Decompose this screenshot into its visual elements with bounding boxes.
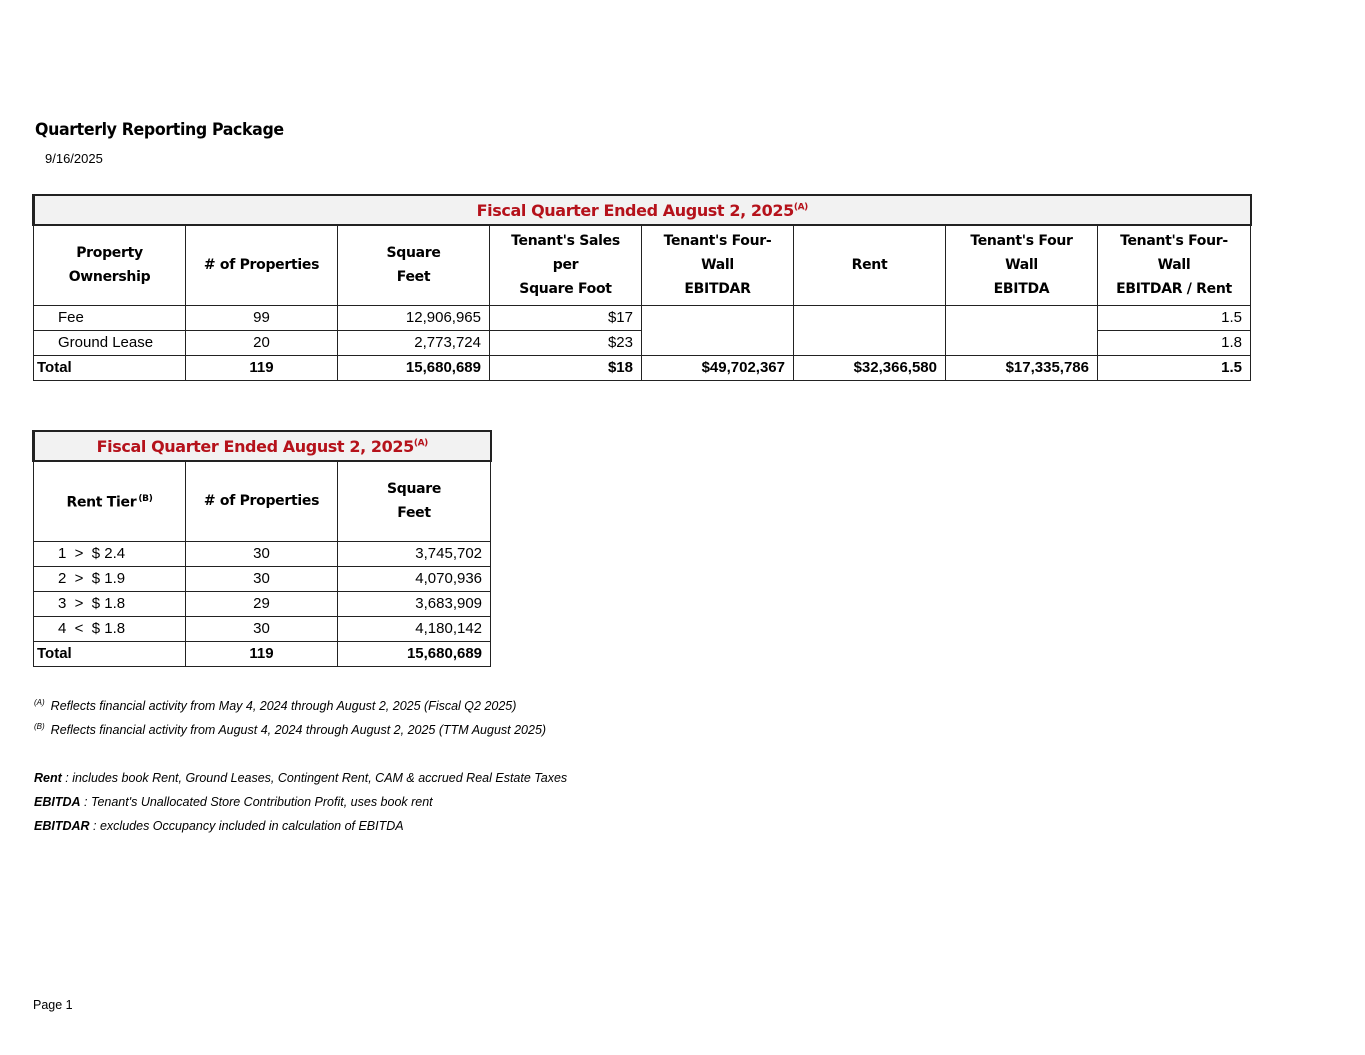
footnote-b: $^{(B)}$ Reflects financial activity from August 4, 2024 through August 2, 2025 (TTM August 2025) xyxy=(34,722,547,738)
total-rent: $32,366,580 xyxy=(794,355,946,380)
sales-psf-cell: $23 xyxy=(490,330,642,355)
properties-cell: 99 xyxy=(186,305,338,330)
rent-tier-table xyxy=(32,430,492,667)
col-header-rent: Rent xyxy=(794,225,946,305)
sqft-cell: 4,070,936 xyxy=(338,566,491,591)
table-row xyxy=(34,616,491,641)
ebitdar-rent-cell: 1.5 xyxy=(1098,305,1251,330)
banner-title: Fiscal Quarter Ended August 2, 2025 xyxy=(96,436,414,456)
table-banner xyxy=(34,431,491,461)
banner-title: Fiscal Quarter Ended August 2, 2025 xyxy=(476,200,794,220)
tier-cell: 1 > $ 2.4 xyxy=(34,541,186,566)
table-row xyxy=(34,591,491,616)
definition-rent: Rent : includes book Rent, Ground Leases, Contingent Rent, CAM & accrued Real Estate Taxes xyxy=(34,771,568,785)
col-header-sales-psf: Tenant's Sales per Square Foot xyxy=(490,225,642,305)
properties-cell: 20 xyxy=(186,330,338,355)
ebitdar-rent-cell: 1.8 xyxy=(1098,330,1251,355)
rent-merged-cell xyxy=(794,305,946,355)
tier-cell: 3 > $ 1.8 xyxy=(34,591,186,616)
total-ebitda: $17,335,786 xyxy=(946,355,1098,380)
column-headers xyxy=(34,225,1251,305)
table-row xyxy=(34,305,1251,330)
total-label: Total xyxy=(34,355,186,380)
col-header-ownership: Property Ownership xyxy=(34,225,186,305)
col-header-rent-tier: Rent Tier $^{(B)}$ xyxy=(34,461,186,541)
properties-cell: 30 xyxy=(186,541,338,566)
total-ebitdar: $49,702,367 xyxy=(642,355,794,380)
total-properties: 119 xyxy=(186,355,338,380)
total-sqft: 15,680,689 xyxy=(338,355,490,380)
report-date: 9/16/2025 xyxy=(45,151,103,166)
ownership-table xyxy=(32,194,1252,381)
ownership-cell: Ground Lease xyxy=(34,330,186,355)
sqft-cell: 2,773,724 xyxy=(338,330,490,355)
total-row xyxy=(34,641,491,666)
footnote-ref: (B) xyxy=(138,494,153,505)
total-ebitdar-rent: 1.5 xyxy=(1098,355,1251,380)
total-sales-psf: $18 xyxy=(490,355,642,380)
footnote-ref: (A) xyxy=(793,202,808,213)
table-row xyxy=(34,541,491,566)
definition-ebitda: EBITDA : Tenant's Unallocated Store Contribution Profit, uses book rent xyxy=(34,795,433,809)
sqft-cell: 12,906,965 xyxy=(338,305,490,330)
col-header-ebitda: Tenant's Four Wall EBITDA xyxy=(946,225,1098,305)
sales-psf-cell: $17 xyxy=(490,305,642,330)
ebitda-merged-cell xyxy=(946,305,1098,355)
col-header-sqft: Square Feet xyxy=(338,461,491,541)
col-header-ebitdar: Tenant's Four-Wall EBITDAR xyxy=(642,225,794,305)
table-row xyxy=(34,566,491,591)
tier-cell: 2 > $ 1.9 xyxy=(34,566,186,591)
footnote-ref: (A) xyxy=(413,438,428,449)
page-number: Page 1 xyxy=(33,998,73,1012)
table-banner xyxy=(34,195,1251,225)
ownership-cell: Fee xyxy=(34,305,186,330)
properties-cell: 30 xyxy=(186,616,338,641)
sqft-cell: 4,180,142 xyxy=(338,616,491,641)
col-header-ebitdar-rent: Tenant's Four-Wall EBITDAR / Rent xyxy=(1098,225,1251,305)
properties-cell: 29 xyxy=(186,591,338,616)
total-properties: 119 xyxy=(186,641,338,666)
tier-cell: 4 < $ 1.8 xyxy=(34,616,186,641)
col-header-properties: # of Properties xyxy=(186,461,338,541)
footnote-a: $^{(A)}$ Reflects financial activity from May 4, 2024 through August 2, 2025 (Fiscal Q2 2025) xyxy=(34,698,517,714)
col-header-sqft: Square Feet xyxy=(338,225,490,305)
definition-ebitdar: EBITDAR : excludes Occupancy included in calculation of EBITDA xyxy=(34,819,404,833)
ebitdar-merged-cell xyxy=(642,305,794,355)
sqft-cell: 3,683,909 xyxy=(338,591,491,616)
sqft-cell: 3,745,702 xyxy=(338,541,491,566)
total-row xyxy=(34,355,1251,380)
page-title: Quarterly Reporting Package xyxy=(35,120,284,140)
total-label: Total xyxy=(34,641,186,666)
col-header-properties: # of Properties xyxy=(186,225,338,305)
total-sqft: 15,680,689 xyxy=(338,641,491,666)
properties-cell: 30 xyxy=(186,566,338,591)
column-headers xyxy=(34,461,491,541)
